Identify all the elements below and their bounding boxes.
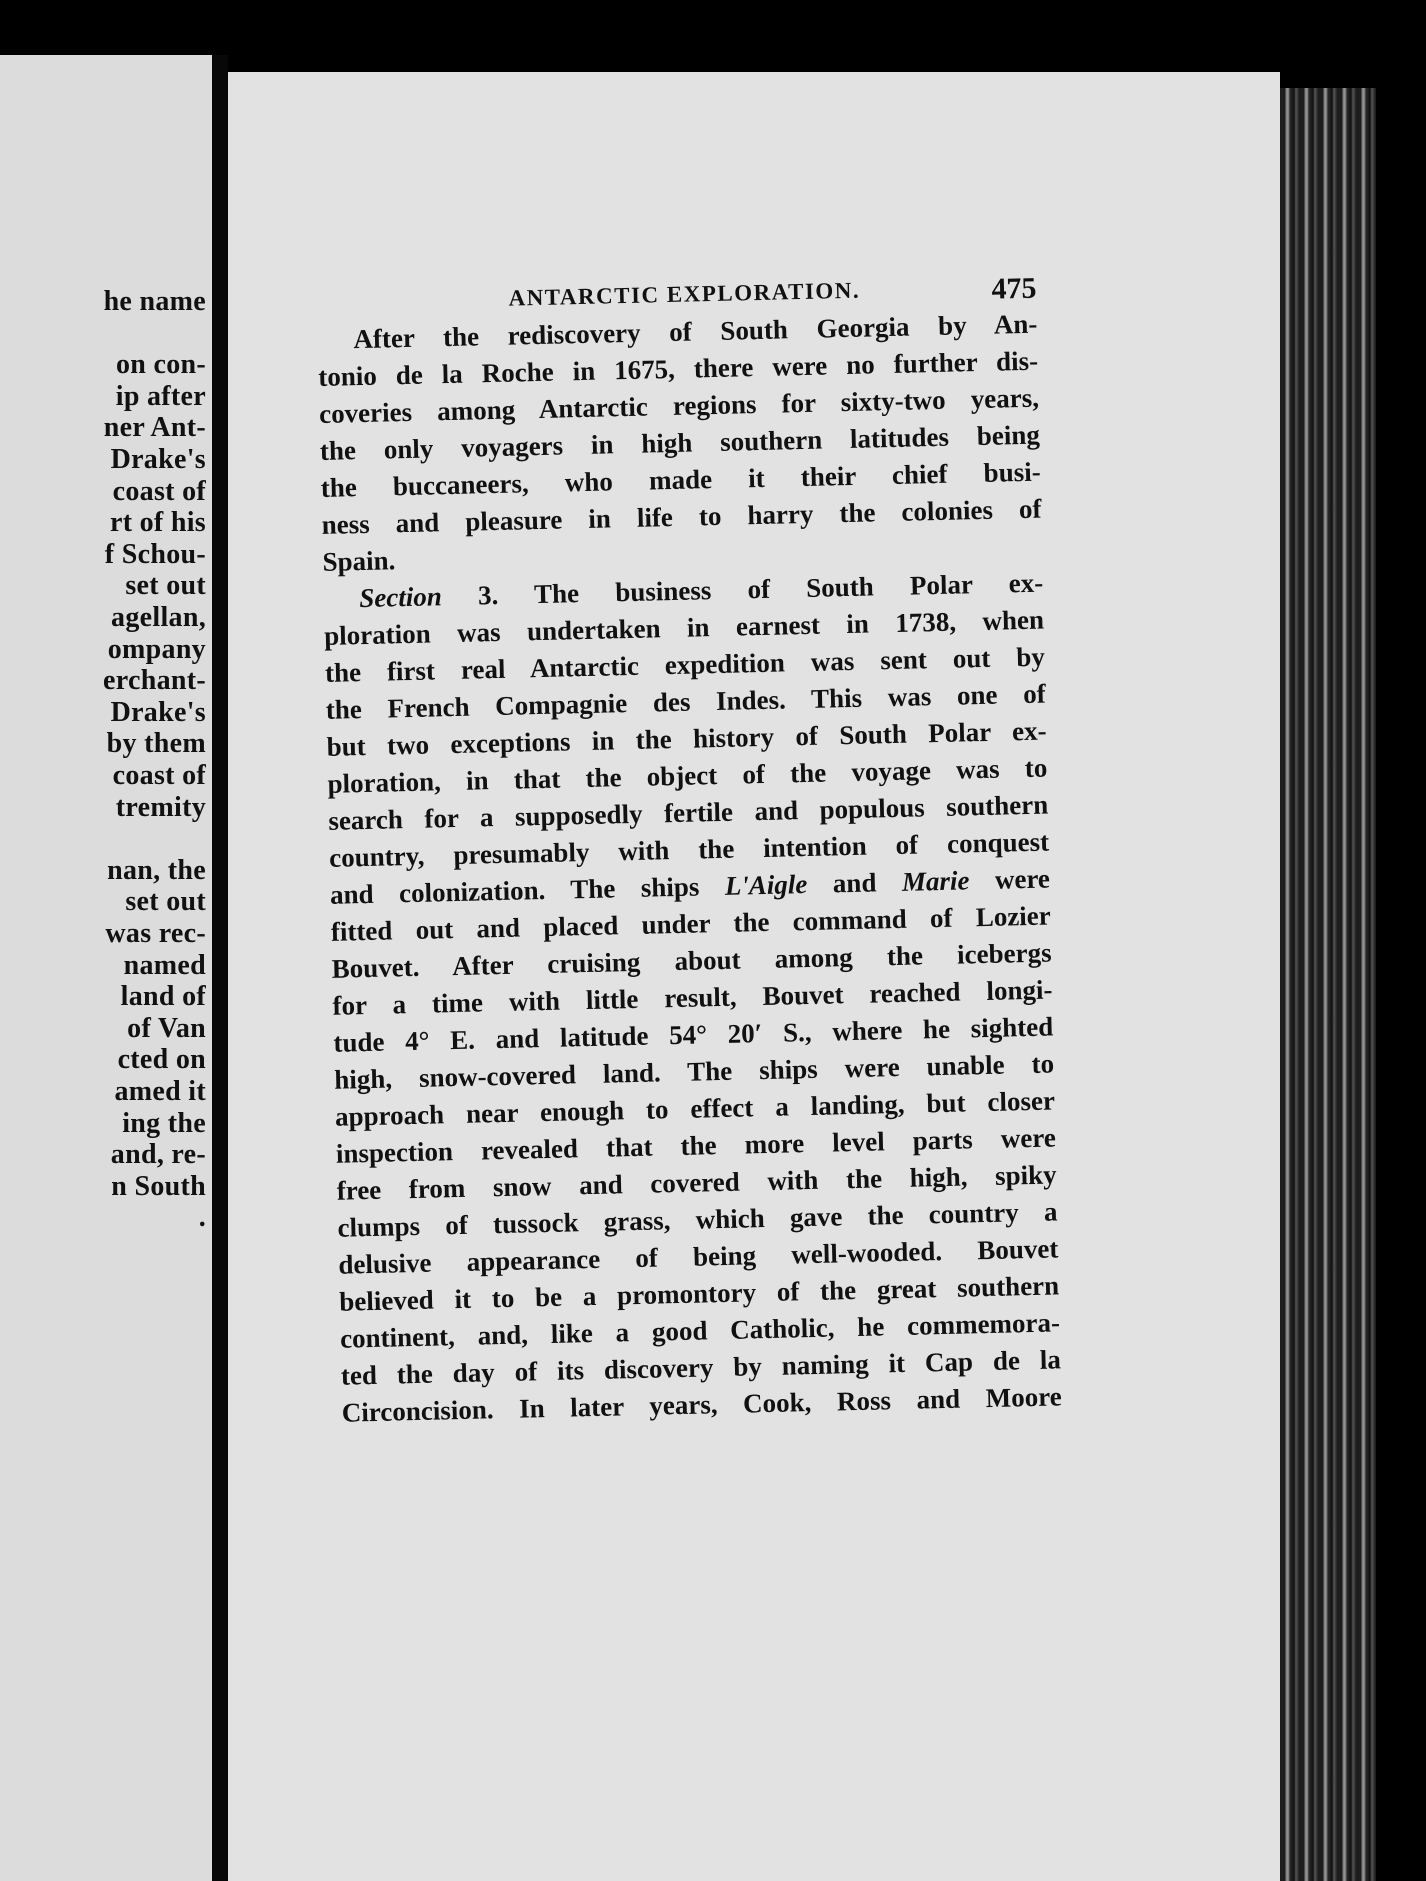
text-line: Spain.: [322, 545, 396, 577]
left-page-line: ing the: [122, 1107, 206, 1139]
left-page: [0, 55, 212, 1881]
text-line: the buccaneers, who made it their chief busi-: [320, 456, 1041, 503]
text-line: believed it to be a promontory of the great southern: [338, 1270, 1060, 1317]
text-line: ploration, in that the object of the voyage was to: [327, 752, 1048, 799]
text-line: country, presumably with the intention of conquest: [328, 826, 1050, 873]
text-line: ted the day of its discovery by naming it Cap de la: [340, 1344, 1062, 1391]
left-page-line: Drake's: [110, 444, 206, 475]
text-line: tude 4° E. and latitude 54° 20′ S., where he sighted: [333, 1011, 1054, 1058]
text-line: delusive appearance of being well-wooded. Bouvet: [338, 1233, 1059, 1280]
text-line: fitted out and placed under the command of Lozier: [330, 900, 1052, 947]
left-page-line: and, re-: [110, 1139, 206, 1171]
text-line: coveries among Antarctic regions for sixty-two years,: [318, 382, 1040, 429]
text-line: approach near enough to effect a landing, but closer: [334, 1085, 1056, 1132]
left-page-line: set out: [125, 570, 206, 602]
text-fragment: and colonization. The ships: [329, 870, 726, 910]
left-page-line: ner Ant-: [103, 412, 206, 444]
book-gutter: [212, 55, 228, 1881]
left-page-line: f Schou-: [104, 538, 206, 570]
left-page-line: cted on: [117, 1044, 206, 1076]
left-page-line: he name: [103, 286, 206, 317]
left-page-line: Drake's: [110, 696, 206, 728]
left-page-line: coast of: [112, 475, 206, 507]
left-page-line: coast of: [112, 760, 206, 791]
text-line: search for a supposedly fertile and populous southern: [328, 789, 1049, 836]
text-line: the first real Antarctic expedition was sent out by: [324, 641, 1046, 688]
scan-background: [1376, 88, 1426, 1881]
left-page-line: tremity: [115, 791, 206, 823]
left-page-line: rt of his: [109, 507, 206, 539]
text-line: tonio de la Roche in 1675, there were no further dis-: [317, 345, 1039, 392]
text-line: clumps of tussock grass, which gave the country a: [337, 1196, 1058, 1243]
text-line: the only voyagers in high southern latitudes being: [319, 419, 1041, 466]
left-page-line: amed it: [114, 1076, 206, 1107]
text-line: for a time with little result, Bouvet reached longi-: [332, 974, 1053, 1021]
left-page-line: land of: [120, 981, 206, 1013]
left-page-line: named: [123, 949, 206, 981]
text-line: ness and pleasure in life to harry the colonies of: [321, 493, 1042, 540]
text-line: the French Compagnie des Indes. This was one of: [325, 678, 1047, 725]
left-page-line: n South: [111, 1170, 206, 1202]
text-line: Circoncision. In later years, Cook, Ross and Moore: [341, 1381, 1062, 1428]
text-fragment: 3. The business of South Polar ex-: [441, 567, 1044, 612]
left-page-line: was rec-: [105, 918, 206, 949]
text-line: Bouvet. After cruising about among the icebergs: [331, 937, 1052, 984]
text-line: but two exceptions in the history of South Polar ex-: [326, 715, 1047, 762]
ship-name: Marie: [901, 865, 970, 897]
text-fragment: and: [807, 866, 903, 900]
running-title: ANTARCTIC EXPLORATION.: [508, 277, 861, 311]
left-page-line: agellan,: [111, 602, 206, 633]
page-edges: [1280, 88, 1376, 1881]
text-line: continent, and, like a good Catholic, he commemora-: [339, 1307, 1061, 1354]
section-label: Section: [358, 581, 443, 614]
paragraph-1: [317, 306, 1043, 581]
text-line: high, snow-covered land. The ships were unable to: [333, 1048, 1055, 1095]
left-page-line: ip after: [115, 380, 206, 412]
left-page-line: nan, the: [107, 854, 206, 886]
text-line: inspection revealed that the more level parts were: [335, 1122, 1057, 1169]
text-line: After the rediscovery of South Georgia by An-: [353, 308, 1038, 355]
paragraph-2: [323, 565, 1062, 1432]
left-page-line: on con-: [116, 349, 206, 381]
left-page-line: set out: [125, 886, 206, 918]
left-page-line: of Van: [127, 1012, 206, 1044]
ship-name: L'Aigle: [724, 869, 808, 901]
left-page-line: .: [198, 1202, 206, 1234]
left-page-line: by them: [106, 728, 206, 760]
left-page-line: ompany: [107, 633, 206, 665]
page-number: 475: [991, 271, 1037, 306]
text-line: free from snow and covered with the high, spiky: [336, 1159, 1057, 1206]
text-line: ploration was undertaken in earnest in 1738, when: [323, 604, 1045, 651]
text-fragment: were: [969, 863, 1051, 896]
left-page-line: erchant-: [103, 665, 206, 697]
page-text-block: [316, 260, 1062, 1432]
